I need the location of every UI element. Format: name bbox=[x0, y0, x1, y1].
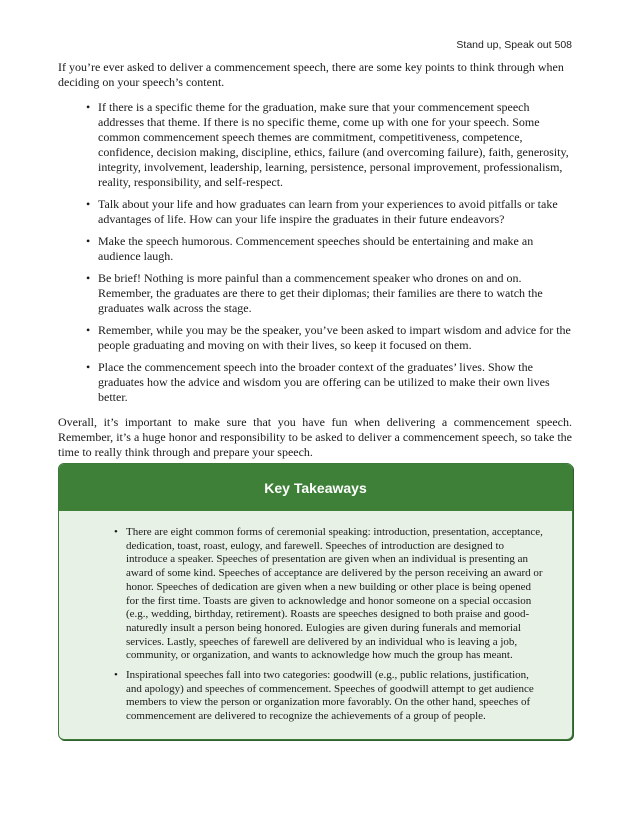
closing-paragraph: Overall, it’s important to make sure that you have fun when delivering a commencement speech. Remember, it’s a huge honor and responsibility to be asked to deliver a commencement speech, so take the time to really think through and prepare your speech. bbox=[58, 415, 572, 459]
commencement-tips-list bbox=[58, 100, 572, 405]
list-item: • Be brief! Nothing is more painful than a commencement speaker who drones on and on. Remember, the graduates are there to get their diplomas; their families are there to watch the graduates walk across the stage. bbox=[98, 271, 572, 316]
list-item: • If there is a specific theme for the graduation, make sure that your commencement speech addresses that theme. If there is no specific theme, come up with one for your speech. Some common commencement speech themes are commitment, competitiveness, competence, confidence, decision making, discipline, ethics, failure (and overcoming failure), faith, generosity, integrity, involvement, leadership, learning, persistence, personal improvement, professionalism, reality, responsibility, and self-respect. bbox=[98, 100, 572, 190]
list-item: • Inspirational speeches fall into two categories: goodwill (e.g., public relations, justification, and apology) and speeches of commencement. Speeches of goodwill attempt to get audience members to view the person or organization more favorably. On the other hand, speeches of commencement are delivered to recognize the achievements of a group of people. bbox=[126, 669, 546, 724]
list-item: • There are eight common forms of ceremonial speaking: introduction, presentation, acceptance, dedication, toast, roast, eulogy, and farewell. Speeches of introduction are designed to introduce a speaker. Speeches of presentation are given when an individual is presenting an award of some kind. Speeches of acceptance are delivered by the person receiving an award or honor. Speeches of dedication are given when a new building or other place is being opened for the first time. Toasts are given to acknowledge and honor someone on a special occasion (e.g., wedding, birthday, retirement). Roasts are speeches designed to both praise and good-naturedly insult a person being honored. Eulogies are given during funerals and memorial services. Lastly, speeches of farewell are delivered by an individual who is leaving a job, community, or organization, and wants to acknowledge how much the group has meant. bbox=[126, 526, 546, 663]
key-takeaways-title: Key Takeaways bbox=[59, 464, 572, 511]
key-takeaways-box bbox=[58, 463, 573, 740]
list-item: • Remember, while you may be the speaker, you’ve been asked to impart wisdom and advice for the people graduating and moving on with their lives, so keep it focused on them. bbox=[98, 323, 572, 353]
key-takeaways-list bbox=[126, 526, 546, 724]
list-item: • Talk about your life and how graduates can learn from your experiences to avoid pitfalls or take advantages of life. How can your life inspire the graduates in their future endeavors? bbox=[98, 197, 572, 227]
intro-paragraph: If you’re ever asked to deliver a commencement speech, there are some key points to think through when deciding on your speech’s content. bbox=[58, 60, 564, 89]
running-header: Stand up, Speak out 508 bbox=[456, 39, 572, 51]
list-item: • Place the commencement speech into the broader context of the graduates’ lives. Show the graduates how the advice and wisdom you are offering can be utilized to make their own lives better. bbox=[98, 360, 572, 405]
list-item: • Make the speech humorous. Commencement speeches should be entertaining and make an audience laugh. bbox=[98, 234, 572, 264]
key-takeaways-body bbox=[59, 511, 572, 724]
main-content bbox=[58, 60, 572, 460]
